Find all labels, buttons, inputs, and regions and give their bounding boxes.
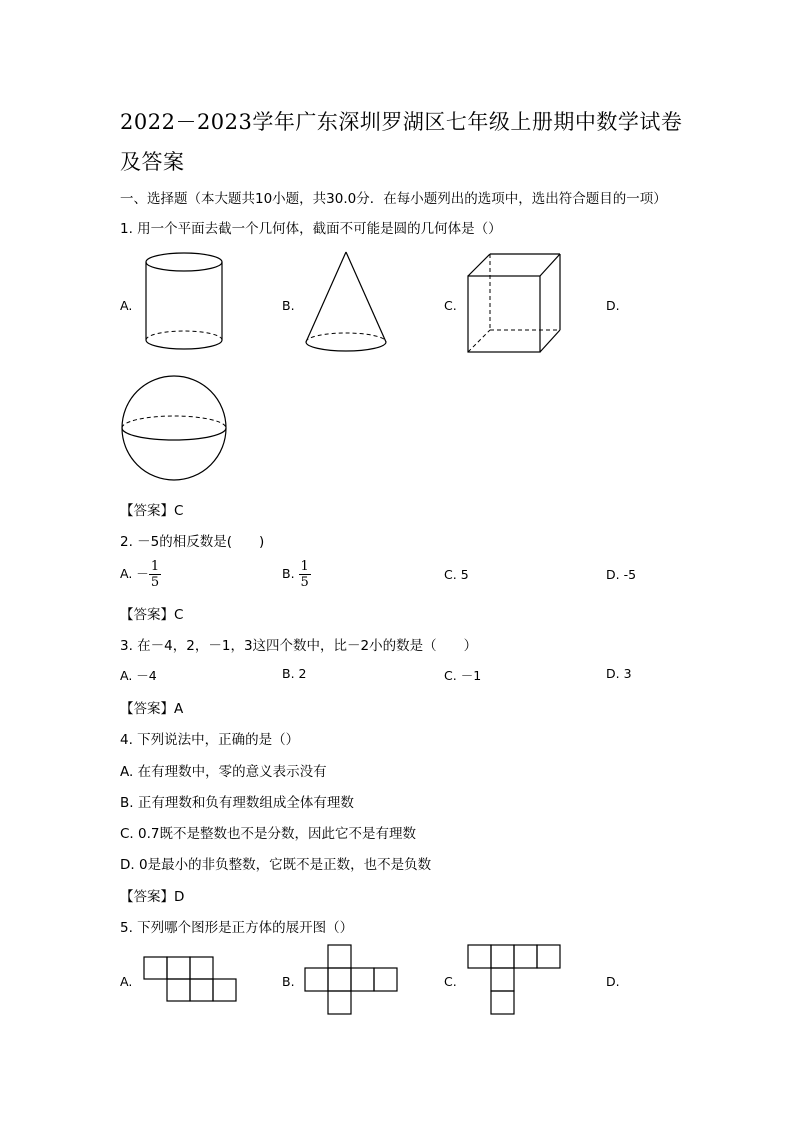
cone-figure — [302, 250, 392, 356]
cube-net-c-figure — [467, 944, 563, 1016]
q2-option-b — [282, 557, 311, 591]
fraction: $\frac{1}{5}$ — [300, 559, 309, 590]
answer-tag: 【答案】 — [120, 503, 174, 519]
option-label: A. — [120, 566, 133, 581]
q3-answer — [120, 697, 183, 717]
q2-answer — [120, 603, 183, 623]
q4-option-d: D. 0是最小的非负整数，它既不是正数，也不是负数 — [120, 857, 432, 873]
answer-tag: 【答案】 — [120, 889, 174, 905]
q1-stem: 1. 用一个平面去截一个几何体，截面不可能是圆的几何体是（） — [120, 221, 502, 237]
q1-option-a-label: A. — [120, 298, 133, 313]
q5-option-a-label: A. — [120, 974, 133, 989]
paper-title-line1: 2022－2023学年广东深圳罗湖区七年级上册期中数学试卷 — [120, 110, 683, 134]
cube-net-b-figure — [304, 944, 400, 1016]
cylinder-figure — [140, 248, 230, 358]
fraction: $\frac{1}{5}$ — [150, 559, 160, 590]
cube-figure — [464, 252, 564, 356]
q5-stem: 5. 下列哪个图形是正方体的展开图（） — [120, 920, 354, 936]
q2-option-c: C. 5 — [444, 567, 469, 582]
q3-option-c: C. －1 — [444, 668, 482, 683]
answer-tag: 【答案】 — [120, 607, 174, 623]
q5-option-c-label: C. — [444, 974, 457, 989]
paper-title-line2: 及答案 — [120, 150, 185, 174]
q2-option-d: D. -5 — [606, 567, 637, 582]
q4-option-b: B. 正有理数和负有理数组成全体有理数 — [120, 795, 354, 811]
answer-value: C — [174, 503, 184, 519]
q1-option-c-label: C. — [444, 298, 457, 313]
q1-option-b-label: B. — [282, 298, 295, 313]
cube-net-a-figure — [143, 956, 239, 1004]
answer-value: D — [174, 889, 185, 905]
option-label: B. — [282, 566, 295, 581]
q5-option-b-label: B. — [282, 974, 295, 989]
q2-stem: 2. －5的相反数是( ) — [120, 534, 265, 550]
section-heading: 一、选择题（本大题共10小题，共30.0分．在每小题列出的选项中，选出符合题目的一项） — [120, 191, 667, 207]
minus-sign: － — [136, 566, 149, 581]
sphere-figure — [118, 374, 234, 484]
answer-tag: 【答案】 — [120, 701, 174, 717]
q3-option-a: A. －4 — [120, 668, 157, 683]
q4-option-c: C. 0.7既不是整数也不是分数，因此它不是有理数 — [120, 826, 416, 842]
q3-stem: 3. 在－4，2，－1，3这四个数中，比－2小的数是（ ） — [120, 638, 478, 654]
answer-value: A — [174, 701, 184, 717]
q3-option-d: D. 3 — [606, 666, 632, 681]
q5-option-d-label: D. — [606, 974, 620, 989]
answer-value: C — [174, 607, 184, 623]
q1-answer — [120, 499, 183, 519]
q2-option-a — [120, 557, 161, 591]
q4-stem: 4. 下列说法中，正确的是（） — [120, 732, 300, 748]
q4-option-a: A. 在有理数中，零的意义表示没有 — [120, 764, 327, 780]
q1-option-d-label: D. — [606, 298, 620, 313]
q4-answer — [120, 885, 184, 905]
q3-option-b: B. 2 — [282, 666, 307, 681]
